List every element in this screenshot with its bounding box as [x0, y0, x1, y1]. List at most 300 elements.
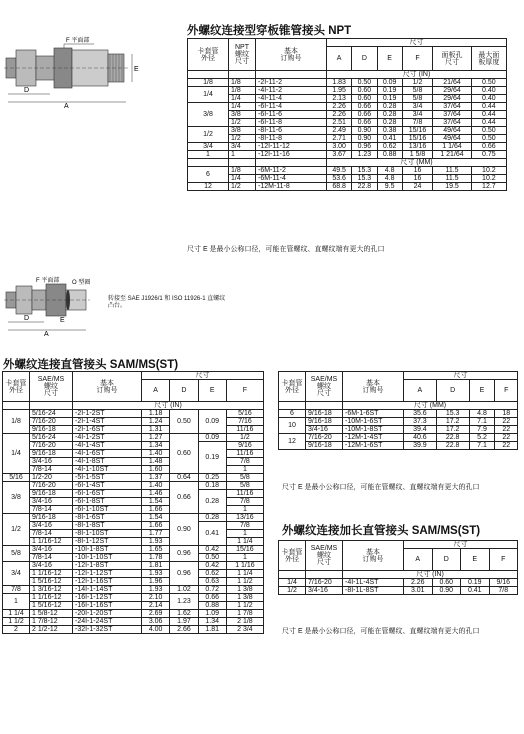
cell-p: -4I-1L-4ST	[343, 579, 404, 587]
cell-a: 2.13	[327, 95, 352, 103]
cell-f: 24	[402, 183, 433, 191]
cell-od: 3/8	[3, 482, 30, 514]
cell-a: 53.6	[327, 175, 352, 183]
cell-a: 1.65	[142, 546, 170, 554]
cell-s: 1/4	[229, 95, 256, 103]
col-d: D	[170, 380, 198, 402]
cell-f: 15/16	[226, 546, 263, 554]
cell-f: 11/16	[226, 426, 263, 434]
cell-f: 18	[495, 410, 518, 418]
sam-mm-note: 尺寸 E 是最小公称口径，可能在管螺纹、直螺纹端有更大的孔口	[282, 484, 480, 491]
cell-od: 1/2	[188, 127, 229, 143]
cell-a: 2.26	[404, 579, 433, 587]
col-dims: 尺寸	[404, 372, 518, 380]
cell-d: 0.50	[170, 410, 198, 434]
cell-d: 0.64	[170, 474, 198, 482]
cell-p: -8I-11-8	[256, 135, 327, 143]
cell-s: 9/16-18	[30, 490, 73, 498]
cell-a: 49.5	[327, 167, 352, 175]
cell-e: 7.9	[469, 426, 495, 434]
col-f: F	[402, 47, 433, 71]
cell-p: -6I-1-10ST	[73, 506, 142, 514]
cell-s: 5/16-24	[30, 410, 73, 418]
cell-e: 0.38	[377, 127, 402, 135]
cell-p: -6I-1-8ST	[73, 498, 142, 506]
col-dims: 尺寸	[327, 39, 507, 47]
cell-f: 2 1/8	[226, 618, 263, 626]
cell-p: -8I-1-6ST	[73, 514, 142, 522]
cell-f: 1	[226, 554, 263, 562]
cell-f: 9/16	[489, 579, 518, 587]
cell-e: 0.09	[198, 410, 226, 434]
cell-p: -16I-1-12ST	[73, 594, 142, 602]
table-row	[3, 474, 264, 482]
cell-f: 1/2	[226, 434, 263, 442]
cell-f: 16	[402, 175, 433, 183]
cell-f: 11/16	[226, 450, 263, 458]
cell-s: 1 1/16-12	[30, 594, 73, 602]
cell-p: -16I-1-16ST	[73, 602, 142, 610]
cell-s: 2 1/2-12	[30, 626, 73, 634]
cell-od: 2	[3, 626, 30, 634]
table-row	[188, 119, 507, 127]
cell-a: 35.6	[404, 410, 437, 418]
cell-s: 1/2	[229, 135, 256, 143]
cell-a: 2.26	[327, 111, 352, 119]
col-f: F	[489, 549, 518, 571]
cell-f: 22	[495, 426, 518, 434]
cell-s: 1/8	[229, 167, 256, 175]
cell-a: 2.71	[327, 135, 352, 143]
cell-d: 0.60	[352, 87, 377, 95]
cell-p: -10I-1-10ST	[73, 554, 142, 562]
cell-a: 1.27	[142, 434, 170, 442]
cell-p: -6I-1-6ST	[73, 490, 142, 498]
cell-f: 9/16	[226, 442, 263, 450]
cell-e: 0.50	[198, 554, 226, 562]
cell-od: 1 1/4	[3, 610, 30, 618]
cell-f: 1	[226, 506, 263, 514]
cell-t: 0.66	[471, 143, 506, 151]
cell-s: 1/8	[229, 87, 256, 95]
cell-e: 0.09	[198, 434, 226, 442]
cell-h: 29/64	[433, 87, 471, 95]
cell-d: 22.8	[436, 434, 469, 442]
cell-d: 22.8	[352, 183, 377, 191]
cell-p: -4I-1-8ST	[73, 458, 142, 466]
cell-a: 2.49	[327, 127, 352, 135]
cell-f: 7/8	[402, 119, 433, 127]
cell-d: 15.3	[352, 175, 377, 183]
cell-f: 5/8	[402, 87, 433, 95]
cell-e: 0.72	[198, 586, 226, 594]
table-row	[3, 562, 264, 570]
cell-a: 1.48	[142, 458, 170, 466]
cell-d: 0.90	[352, 127, 377, 135]
cell-t: 0.44	[471, 103, 506, 111]
diagram2-f-label: F 平面部	[36, 278, 60, 284]
cell-h: 37/64	[433, 103, 471, 111]
cell-p: -4I-1-4ST	[73, 442, 142, 450]
cell-e: 0.28	[377, 111, 402, 119]
cell-e: 0.88	[377, 151, 402, 159]
cell-a: 1.54	[142, 514, 170, 522]
npt-section-title: 外螺纹连接型穿板锥管接头 NPT	[187, 25, 352, 37]
cell-a: 1.37	[142, 474, 170, 482]
table-row	[279, 434, 518, 442]
cell-d: 15.3	[436, 410, 469, 418]
col-d: D	[432, 549, 461, 571]
cell-f: 7/8	[226, 522, 263, 530]
cell-f: 16	[402, 167, 433, 175]
cell-a: 3.00	[327, 143, 352, 151]
table-row	[279, 410, 518, 418]
cell-f: 1	[226, 530, 263, 538]
npt-note: 尺寸 E 是最小公称口径，可能在管螺纹、直螺纹端有更大的孔口	[187, 246, 385, 253]
lt-spec-table	[278, 540, 518, 595]
cell-f: 5/8	[226, 474, 263, 482]
cell-s: 7/16-20	[30, 442, 73, 450]
cell-p: -8I-1L-8ST	[343, 587, 404, 595]
cell-p: -10M-1-6ST	[343, 418, 404, 426]
cell-p: -6M-11-2	[256, 167, 327, 175]
cell-e: 7.1	[469, 418, 495, 426]
table-row	[3, 586, 264, 594]
diagram1-f-label: F 平面部	[66, 38, 90, 44]
cell-d: 1.23	[170, 594, 198, 610]
cell-e: 0.42	[198, 562, 226, 570]
cell-od: 1	[188, 151, 229, 159]
table-row	[279, 426, 518, 434]
cell-a: 37.3	[404, 418, 437, 426]
cell-e: 0.28	[198, 490, 226, 514]
cell-t: 0.50	[471, 79, 506, 87]
cell-e: 0.62	[198, 570, 226, 578]
cell-t: 10.2	[471, 175, 506, 183]
cell-od: 1/4	[188, 87, 229, 103]
cell-t: 12.7	[471, 183, 506, 191]
cell-p: -2I-1-4ST	[73, 418, 142, 426]
cell-f: 7/8	[489, 587, 518, 595]
cell-s: 1 5/16-12	[30, 578, 73, 586]
col-panel-hole: 面板孔 尺寸	[433, 47, 471, 71]
table-row	[188, 175, 507, 183]
cell-od: 5/16	[3, 474, 30, 482]
cell-s: 1/2-20	[30, 474, 73, 482]
cell-p: -10I-1-8ST	[73, 546, 142, 554]
cell-s: 7/16-20	[306, 434, 343, 442]
col-tube-od: 卡套管 外径	[279, 541, 306, 571]
cell-s: 1 7/8-12	[30, 618, 73, 626]
cell-t: 0.50	[471, 127, 506, 135]
cell-s: 1 1/16-12	[30, 570, 73, 578]
cell-p: -6M-1-6ST	[343, 410, 404, 418]
table-row	[188, 95, 507, 103]
cell-s: 7/16-20	[30, 418, 73, 426]
cell-a: 1.77	[142, 530, 170, 538]
sam-mm-spec-table	[278, 371, 518, 450]
col-part-number: 基本 订购号	[73, 372, 142, 402]
cell-od: 12	[279, 434, 306, 450]
cell-f: 5/8	[402, 95, 433, 103]
cell-e: 0.19	[377, 87, 402, 95]
unit-row: 尺寸 (IN)	[327, 71, 507, 79]
cell-h: 1 21/64	[433, 151, 471, 159]
cell-f: 1 1/4	[226, 570, 263, 578]
cell-e: 0.41	[377, 135, 402, 143]
cell-f: 2 3/4	[226, 626, 263, 634]
table-row	[3, 522, 264, 530]
cell-e: 0.19	[461, 579, 490, 587]
cell-a: 3.67	[327, 151, 352, 159]
cell-h: 37/64	[433, 111, 471, 119]
cell-p: -12I-1-8ST	[73, 562, 142, 570]
table-row	[188, 151, 507, 159]
cell-d: 2.66	[170, 626, 198, 634]
cell-s: 7/8-14	[30, 466, 73, 474]
table-row	[3, 546, 264, 554]
col-a: A	[404, 380, 437, 402]
cell-f: 1 1/16	[226, 562, 263, 570]
cell-e: 4.8	[377, 175, 402, 183]
cell-p: -8I-1-12ST	[73, 538, 142, 546]
cell-a: 1.60	[142, 466, 170, 474]
cell-f: 13/16	[402, 143, 433, 151]
cell-e: 9.5	[377, 183, 402, 191]
col-dims: 尺寸	[142, 372, 264, 380]
cell-od: 3/8	[188, 103, 229, 127]
cell-e: 1.09	[198, 610, 226, 618]
cell-s: 3/4	[229, 143, 256, 151]
cell-e: 0.41	[461, 587, 490, 595]
cell-a: 1.66	[142, 522, 170, 530]
cell-p: -4I-1-10ST	[73, 466, 142, 474]
col-tube-od: 卡套管 外径	[188, 39, 229, 71]
cell-a: 68.8	[327, 183, 352, 191]
cell-d: 0.90	[432, 587, 461, 595]
cell-d: 0.66	[352, 119, 377, 127]
col-d: D	[352, 47, 377, 71]
cell-od: 1 1/2	[3, 618, 30, 626]
cell-f: 22	[495, 418, 518, 426]
cell-e: 0.63	[198, 578, 226, 586]
table-row	[279, 587, 518, 595]
diagram1-e-label: E	[134, 66, 139, 73]
cell-s: 1 5/8-12	[30, 610, 73, 618]
table-row	[188, 127, 507, 135]
cell-a: 1.24	[142, 418, 170, 426]
cell-p: -8I-1-8ST	[73, 522, 142, 530]
cell-t: 0.50	[471, 135, 506, 143]
cell-p: -6I-11-6	[256, 111, 327, 119]
cell-d: 1.23	[352, 151, 377, 159]
cell-d: 17.2	[436, 418, 469, 426]
cell-p: -4I-11-4	[256, 95, 327, 103]
cell-a: 1.93	[142, 586, 170, 594]
cell-d: 0.90	[170, 514, 198, 546]
cell-p: -12M-1-4ST	[343, 434, 404, 442]
cell-s: 7/8-14	[30, 506, 73, 514]
col-f: F	[495, 380, 518, 402]
cell-d: 0.60	[170, 434, 198, 474]
cell-s: 1/4	[229, 103, 256, 111]
cell-t: 0.44	[471, 111, 506, 119]
cell-h: 29/64	[433, 95, 471, 103]
cell-f: 15/16	[402, 135, 433, 143]
cell-d: 0.60	[432, 579, 461, 587]
npt-spec-table	[187, 38, 507, 191]
col-npt-size: NPT 螺纹 尺寸	[229, 39, 256, 71]
cell-d: 0.66	[352, 103, 377, 111]
cell-e: 1.34	[198, 618, 226, 626]
cell-p: -4I-1-2ST	[73, 434, 142, 442]
cell-d: 0.96	[352, 143, 377, 151]
cell-a: 1.54	[142, 498, 170, 506]
cell-p: -8I-1-10ST	[73, 530, 142, 538]
diagram1-d-label: D	[24, 87, 30, 94]
cell-od: 3/4	[188, 143, 229, 151]
cell-a: 40.6	[404, 434, 437, 442]
cell-s: 9/16-18	[30, 514, 73, 522]
table-row	[3, 482, 264, 490]
cell-s: 3/8	[229, 111, 256, 119]
cell-s: 1/8	[229, 79, 256, 87]
cell-h: 49/64	[433, 135, 471, 143]
cell-e: 7.1	[469, 442, 495, 450]
cell-p: -6I-11-4	[256, 103, 327, 111]
cell-a: 1.31	[142, 426, 170, 434]
cell-d: 1.97	[170, 618, 198, 626]
cell-e: 4.8	[377, 167, 402, 175]
cell-a: 2.26	[327, 103, 352, 111]
col-part-number: 基本 订购号	[343, 372, 404, 402]
cell-p: -10M-1-8ST	[343, 426, 404, 434]
cell-s: 1 5/16-12	[30, 602, 73, 610]
cell-p: -6I-11-8	[256, 119, 327, 127]
cell-e: 0.66	[198, 594, 226, 602]
cell-e: 0.25	[198, 474, 226, 482]
cell-p: -14I-1-14ST	[73, 586, 142, 594]
cell-p: -12M-11-8	[256, 183, 327, 191]
cell-s: 5/16-24	[30, 434, 73, 442]
cell-f: 11/16	[226, 490, 263, 498]
cell-p: -12M-1-6ST	[343, 442, 404, 450]
cell-a: 1.40	[142, 482, 170, 490]
table-row	[3, 618, 264, 626]
sam-spec-table	[2, 371, 264, 634]
col-part-number: 基本 订购号	[343, 541, 404, 571]
cell-f: 1 1/4	[226, 538, 263, 546]
cell-f: 1 1/2	[226, 578, 263, 586]
table-row	[3, 514, 264, 522]
cell-f: 7/16	[226, 418, 263, 426]
cell-p: -12I-1-16ST	[73, 578, 142, 586]
cell-f: 1 5/8	[402, 151, 433, 159]
cell-s: 3/4-16	[30, 546, 73, 554]
cell-od: 6	[279, 410, 306, 418]
col-dims: 尺寸	[404, 541, 518, 549]
cell-a: 1.83	[327, 79, 352, 87]
cell-s: 9/16-18	[306, 442, 343, 450]
col-e: E	[377, 47, 402, 71]
cell-e: 0.19	[377, 95, 402, 103]
cell-a: 3.06	[142, 618, 170, 626]
cell-p: -24I-1-24ST	[73, 618, 142, 626]
cell-e: 5.2	[469, 434, 495, 442]
cell-p: -12I-1-12ST	[73, 570, 142, 578]
table-row	[279, 418, 518, 426]
cell-s: 1	[229, 151, 256, 159]
table-row	[279, 442, 518, 450]
cell-s: 3/4-16	[306, 587, 343, 595]
cell-e: 0.19	[198, 442, 226, 474]
cell-s: 7/8-14	[30, 530, 73, 538]
cell-f: 22	[495, 434, 518, 442]
col-a: A	[142, 380, 170, 402]
table-row	[188, 183, 507, 191]
cell-a: 2.69	[142, 610, 170, 618]
cell-f: 1	[226, 466, 263, 474]
cell-s: 3/4-16	[30, 458, 73, 466]
cell-p: -8I-11-6	[256, 127, 327, 135]
cell-p: -6M-11-4	[256, 175, 327, 183]
cell-d: 1.62	[170, 610, 198, 618]
cell-f: 7/8	[226, 498, 263, 506]
cell-h: 49/64	[433, 127, 471, 135]
cell-p: -6I-1-4ST	[73, 482, 142, 490]
cell-s: 7/16-20	[306, 579, 343, 587]
cell-od: 7/8	[3, 586, 30, 594]
cell-od: 3/4	[3, 562, 30, 586]
cell-p: -12I-11-12	[256, 143, 327, 151]
table-row	[3, 626, 264, 634]
diagram2-a-label: A	[44, 331, 49, 336]
cell-f: 5/8	[226, 482, 263, 490]
cell-f: 1 3/8	[226, 594, 263, 602]
diagram2-d-label: D	[24, 315, 30, 322]
cell-s: 3/8	[229, 127, 256, 135]
cell-f: 1 7/8	[226, 610, 263, 618]
cell-d: 1.02	[170, 586, 198, 594]
cell-f: 5/16	[226, 410, 263, 418]
col-e: E	[461, 549, 490, 571]
cell-od: 5/8	[3, 546, 30, 562]
straight-fitting-diagram	[4, 276, 104, 336]
cell-p: -4I-1-6ST	[73, 450, 142, 458]
col-d: D	[436, 380, 469, 402]
cell-a: 1.93	[142, 538, 170, 546]
cell-a: 1.66	[142, 506, 170, 514]
table-row	[279, 579, 518, 587]
cell-e: 0.09	[377, 79, 402, 87]
cell-s: 1 3/16-12	[30, 586, 73, 594]
diagram1-a-label: A	[64, 103, 69, 108]
cell-e: 0.42	[198, 546, 226, 554]
table-row	[3, 570, 264, 578]
table-row	[188, 103, 507, 111]
cell-f: 22	[495, 442, 518, 450]
diagram2-o-label: O 型圈	[72, 280, 91, 286]
cell-e: 0.28	[377, 119, 402, 127]
col-part-number: 基本 订购号	[256, 39, 327, 71]
cell-e: 1.81	[198, 626, 226, 634]
table-row	[3, 602, 264, 610]
diagram2-caption: 转接至 SAE J1926/1 和 ISO 11926-1 直螺纹 凸台。	[108, 296, 226, 310]
table-row	[188, 87, 507, 95]
cell-h: 11.5	[433, 175, 471, 183]
cell-d: 0.66	[170, 482, 198, 514]
cell-a: 1.96	[142, 578, 170, 586]
